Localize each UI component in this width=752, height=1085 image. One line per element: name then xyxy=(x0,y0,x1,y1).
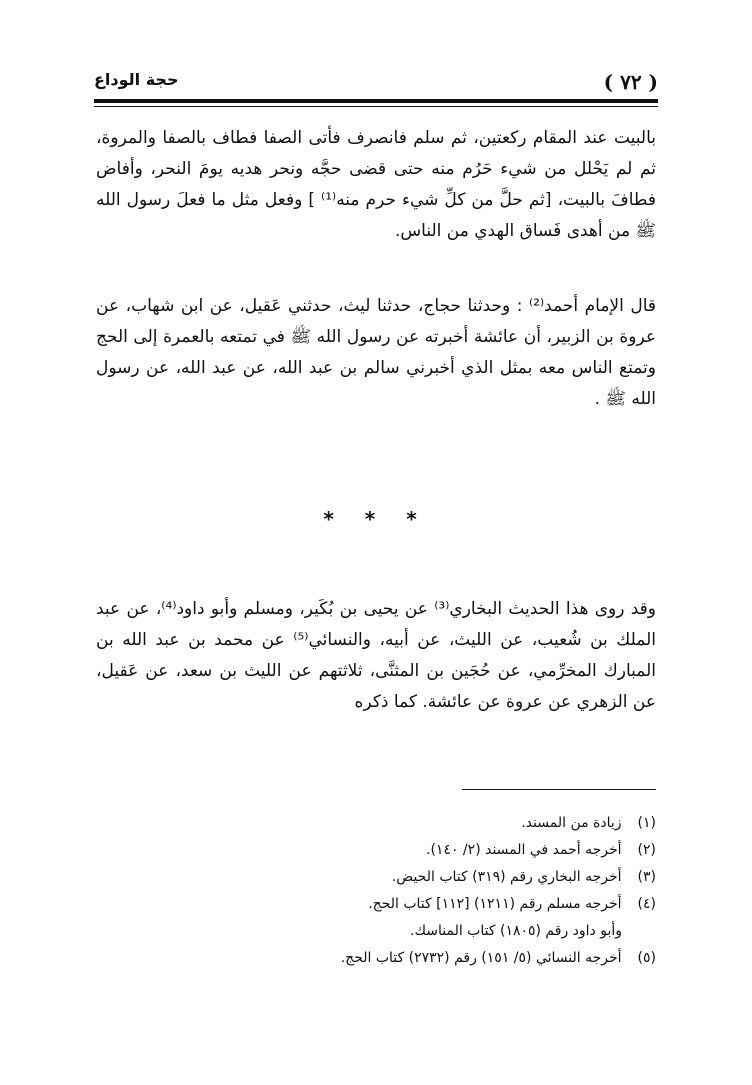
footnote-rule xyxy=(462,789,656,790)
section-separator: * * * xyxy=(323,507,429,531)
header-rule-thin xyxy=(94,106,658,107)
running-title: حجة الوداع xyxy=(94,70,179,89)
paragraph-3: وقد روى هذا الحديث البخاري⁽³⁾ عن يحيى بن بُكَير، ومسلم وأبو داود⁽⁴⁾، عن عبد الملك بن شُعيب، عن الليث، عن أبيه، والنسائي⁽⁵⁾ عن محمد بن عبد الله بن المبارك المخرِّمي، عن حُجَين بن المثنَّى، ثلاثتهم عن الليث بن سعد، عن عَقيل، عن الزهري عن عروة عن عائشة. كما ذكره xyxy=(96,599,656,712)
footnote-text: أخرجه النسائي (٥/ ١٥١) رقم (٢٧٣٢) كتاب الحج. xyxy=(340,950,622,966)
footnote-number: (٥) xyxy=(637,950,656,966)
paragraph-1: بالبيت عند المقام ركعتين، ثم سلم فانصرف فأتى الصفا فطاف بالصفا والمروة، ثم لم يَحْلل من شيء حَرُم منه حتى قضى حجَّه ونحر هديه يومَ النحر، وأفاض فطافَ بالبيت، [ثم حلَّ من كلِّ شيء حرم منه⁽¹⁾ ] وفعل مثل ما فعلَ رسول الله ﷺ من أهدى فَساق الهدي من الناس. xyxy=(96,128,656,241)
footnote-text: أخرجه أحمد في المسند (٢/ ١٤٠). xyxy=(426,842,622,858)
header-rule-thick xyxy=(94,99,658,103)
footnote-text: وأبو داود رقم (١٨٠٥) كتاب المناسك. xyxy=(410,923,622,939)
page-number: ( ٧٢ ) xyxy=(603,70,658,94)
footnote-1 xyxy=(200,810,656,837)
footnote-text: أخرجه البخاري رقم (٣١٩) كتاب الحيض. xyxy=(391,869,622,885)
footnote-5 xyxy=(200,945,656,972)
footnote-4 xyxy=(200,891,656,918)
footnotes xyxy=(200,810,656,972)
page-header xyxy=(94,64,660,94)
footnote-3 xyxy=(200,864,656,891)
footnote-text: زيادة من المسند. xyxy=(521,815,622,831)
footnote-number: (١) xyxy=(637,815,656,831)
footnote-2 xyxy=(200,837,656,864)
footnote-number: (٣) xyxy=(637,869,656,885)
footnote-number: (٢) xyxy=(637,842,656,858)
footnote-number: (٤) xyxy=(637,896,656,912)
footnote-4-continuation xyxy=(200,918,656,945)
paragraph-2: قال الإمام أحمد⁽²⁾ : وحدثنا حجاج، حدثنا ليث، حدثني عَقيل، عن ابن شهاب، عن عروة بن الزبير، أن عائشة أخبرته عن رسول الله ﷺ في تمتعه بالعمرة إلى الحج وتمتع الناس معه بمثل الذي أخبرني سالم بن عبد الله، عن عبد الله، عن رسول الله ﷺ . xyxy=(96,296,657,409)
footnote-text: أخرجه مسلم رقم (١٢١١) [١١٢] كتاب الحج. xyxy=(368,896,622,912)
